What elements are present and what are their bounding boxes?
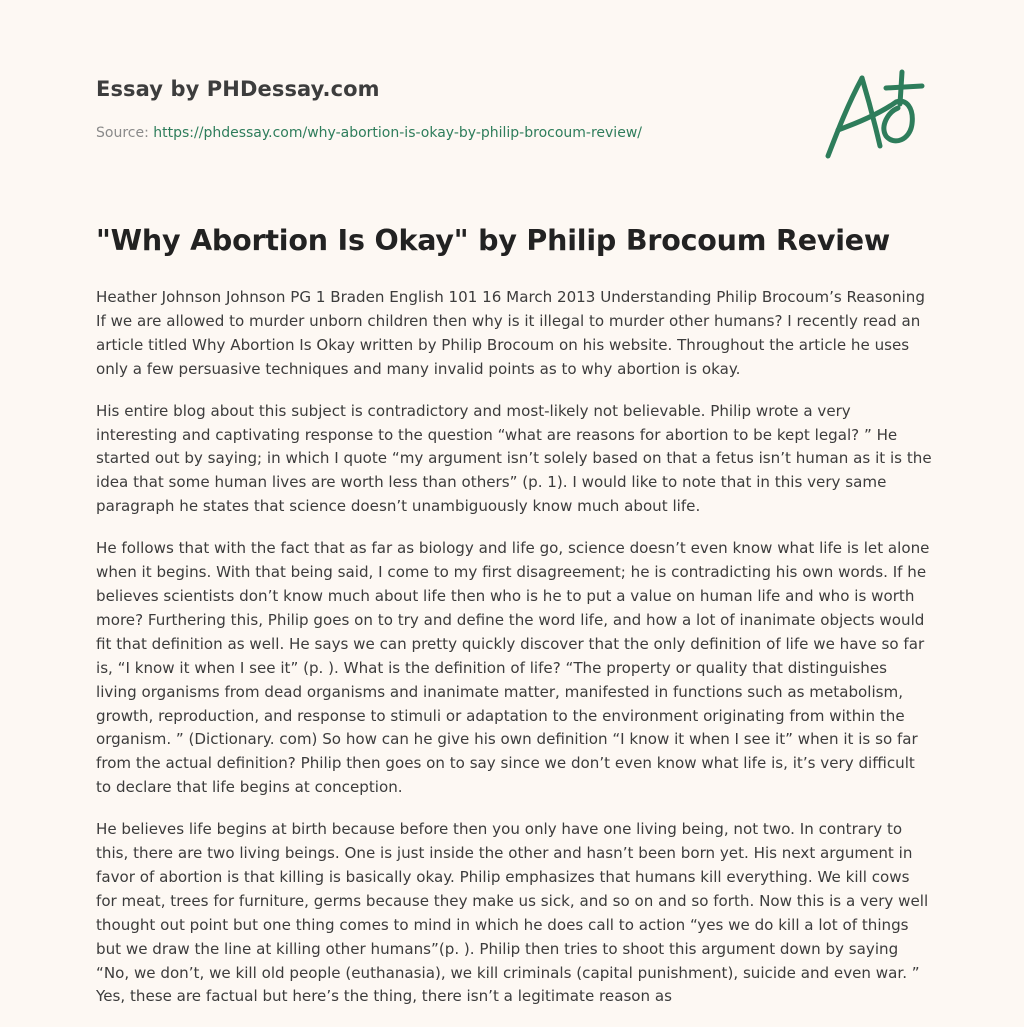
a-plus-logo	[822, 64, 932, 164]
essay-paragraph: His entire blog about this subject is contradictory and most-likely not believable. Philip wrote a very interesting and captivating response to the question “what are reasons for abortion to be kept legal? ” He started out by saying; in which I quote “my argument isn’t solely based on that a fetus isn’t human as it is the idea that some human lives are worth less than others” (p. 1). I would like to note that in this very same paragraph he states that science doesn’t unambiguously know much about life.	[96, 401, 932, 516]
source-link[interactable]: https://phdessay.com/why-abortion-is-okay-by-philip-brocoum-review/	[153, 125, 642, 141]
essay-page	[96, 0, 932, 1006]
essay-paragraph: He believes life begins at birth because before then you only have one living being, not two. In contrary to this, there are two living beings. One is just inside the other and hasn’t been born yet. His next argument in favor of abortion is that killing is basically okay. Philip emphasizes that humans kill everything. We kill cows for meat, trees for furniture, germs because they make us sick, and so on and so forth. Now this is a very well thought out point but one thing comes to mind in which he does call to action “yes we do kill a lot of things but we draw the line at killing other humans”(p. ). Philip then tries to shoot this argument down by saying “No, we don’t, we kill old people (euthanasia), we kill criminals (capital punishment), suicide and even war. ” Yes, these are factual but here’s the thing, there isn’t a legitimate reason as	[96, 820, 929, 1006]
source-label: Source:	[96, 125, 154, 141]
page-header	[96, 0, 932, 200]
source-line	[96, 125, 642, 141]
essay-body	[96, 286, 932, 1027]
page-title: "Why Abortion Is Okay" by Philip Brocoum Review	[96, 224, 891, 257]
brand-title: Essay by PHDessay.com	[96, 77, 380, 101]
essay-paragraph: Heather Johnson Johnson PG 1 Braden English 101 16 March 2013 Understanding Philip Brocoum’s Reasoning If we are allowed to murder unborn children then why is it illegal to murder other humans? I recently read an article titled Why Abortion Is Okay written by Philip Brocoum on his website. Throughout the article he uses only a few persuasive techniques and many invalid points as to why abortion is okay.	[96, 288, 925, 378]
essay-paragraph: He follows that with the fact that as far as biology and life go, science doesn’t even know what life is let alone when it begins. With that being said, I come to my first disagreement; he is contradicting his own words. If he believes scientists don’t know much about life then who is he to put a value on human life and who is worth more? Furthering this, Philip goes on to try and define the word life, and how a lot of inanimate objects would fit that definition as well. He says we can pretty quickly discover that the only definition of life we have so far is, “I know it when I see it” (p. ). What is the definition of life? “The property or quality that distinguishes living organisms from dead organisms and inanimate matter, manifested in functions such as metabolism, growth, reproduction, and response to stimuli or adaptation to the environment originating from within the organism. ” (Dictionary. com) So how can he give his own definition “I know it when I see it” when it is so far from the actual definition? Philip then goes on to say since we don’t even know what life is, it’s very difficult to declare that life begins at conception.	[96, 539, 930, 797]
